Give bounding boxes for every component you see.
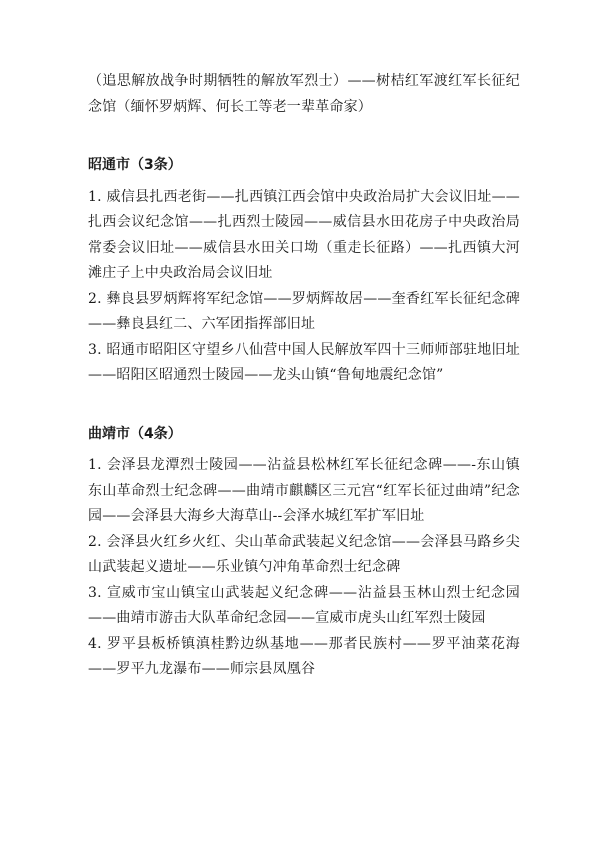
route-item-qujing-2: 2. 会泽县火红乡火红、尖山革命武装起义纪念馆——会泽县马路乡尖山武装起义遗址——乐业镇勺冲角革命烈士纪念碑 [88, 533, 520, 575]
route-item-qujing-1: 1. 会泽县龙潭烈士陵园——沾益县松林红军长征纪念碑——-东山镇东山革命烈士纪念碑——曲靖市麒麟区三元宫“红军长征过曲靖”纪念园——会泽县大海乡大海草山--会泽水城红军扩军旧址 [88, 457, 520, 524]
route-item-qujing-4: 4. 罗平县板桥镇滇桂黔边纵基地——那者民族村——罗平油菜花海——罗平九龙瀑布——师宗县凤凰谷 [88, 635, 520, 677]
document-page [88, 69, 520, 683]
section-heading-zhaotong: 昭通市（3条） [88, 157, 182, 173]
route-item-qujing-3: 3. 宣威市宝山镇宝山武装起义纪念碑——沾益县玉林山烈士纪念园——曲靖市游击大队革命纪念园——宣威市虎头山红军烈士陵园 [88, 584, 520, 626]
section-gap [88, 389, 520, 422]
route-item-zhaotong-2: 2. 彝良县罗炳辉将军纪念馆——罗炳辉故居——奎香红军长征纪念碑——彝良县红二、六军团指挥部旧址 [88, 290, 520, 332]
route-item-zhaotong-3: 3. 昭通市昭阳区守望乡八仙营中国人民解放军四十三师师部驻地旧址——昭阳区昭通烈士陵园——龙头山镇“鲁甸地震纪念馆” [88, 341, 520, 383]
route-item-zhaotong-1: 1. 威信县扎西老街——扎西镇江西会馆中央政治局扩大会议旧址——扎西会议纪念馆——扎西烈士陵园——威信县水田花房子中央政治局常委会议旧址——威信县水田关口坳（重走长征路）——扎西镇大河滩庄子上中央政治局会议旧址 [88, 188, 520, 281]
section-gap [88, 120, 520, 153]
intro-paragraph: （追思解放战争时期牺牲的解放军烈士）——树桔红军渡红军长征纪念馆（缅怀罗炳辉、何长工等老一辈革命家） [88, 73, 520, 115]
section-heading-qujing: 曲靖市（4条） [88, 425, 182, 442]
